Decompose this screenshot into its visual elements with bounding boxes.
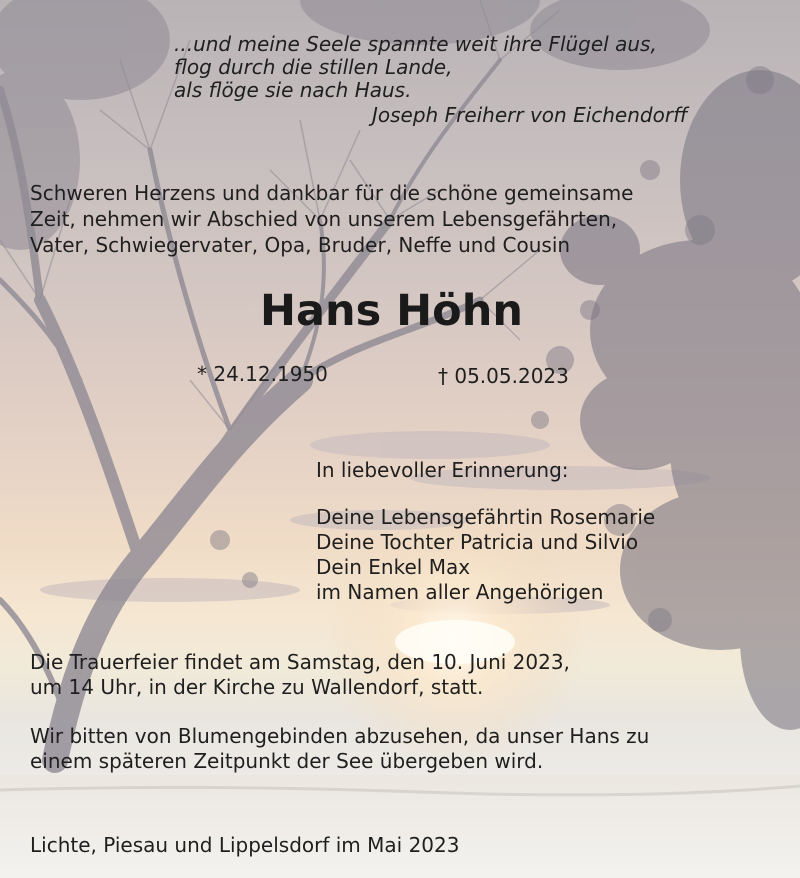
quote-line-3: als flöge sie nach Haus. xyxy=(174,78,412,102)
funeral-line-1: Die Trauerfeier findet am Samstag, den 10. Juni 2023, xyxy=(30,650,570,674)
foliage-right xyxy=(560,70,800,730)
quote-line-2: flog durch die stillen Lande, xyxy=(174,55,453,79)
request-line-2: einem späteren Zeitpunkt der See übergeben wird. xyxy=(30,749,544,773)
mourner-line-1: Deine Lebensgefährtin Rosemarie xyxy=(316,505,656,529)
mourner-line-3: Dein Enkel Max xyxy=(316,555,471,579)
deceased-name: Hans Höhn xyxy=(260,286,523,336)
quote-line-1: ...und meine Seele spannte weit ihre Flügel aus, xyxy=(174,32,657,56)
intro-line-2: Zeit, nehmen wir Abschied von unserem Lebensgefährten, xyxy=(30,207,618,231)
mourner-line-2: Deine Tochter Patricia und Silvio xyxy=(316,530,639,554)
place-and-date: Lichte, Piesau und Lippelsdorf im Mai 2023 xyxy=(30,833,460,857)
funeral-line-2: um 14 Uhr, in der Kirche zu Wallendorf, statt. xyxy=(30,675,484,699)
birth-date: * 24.12.1950 xyxy=(197,362,328,386)
request-line-1: Wir bitten von Blumengebinden abzusehen, da unser Hans zu xyxy=(30,724,650,748)
death-date: † 05.05.2023 xyxy=(438,364,569,388)
intro-line-1: Schweren Herzens und dankbar für die schöne gemeinsame xyxy=(30,181,634,205)
mourner-line-4: im Namen aller Angehörigen xyxy=(316,580,604,604)
mourners-heading: In liebevoller Erinnerung: xyxy=(316,458,569,482)
intro-line-3: Vater, Schwiegervater, Opa, Bruder, Neffe und Cousin xyxy=(30,233,571,257)
quote-author: Joseph Freiherr von Eichendorff xyxy=(372,103,688,127)
